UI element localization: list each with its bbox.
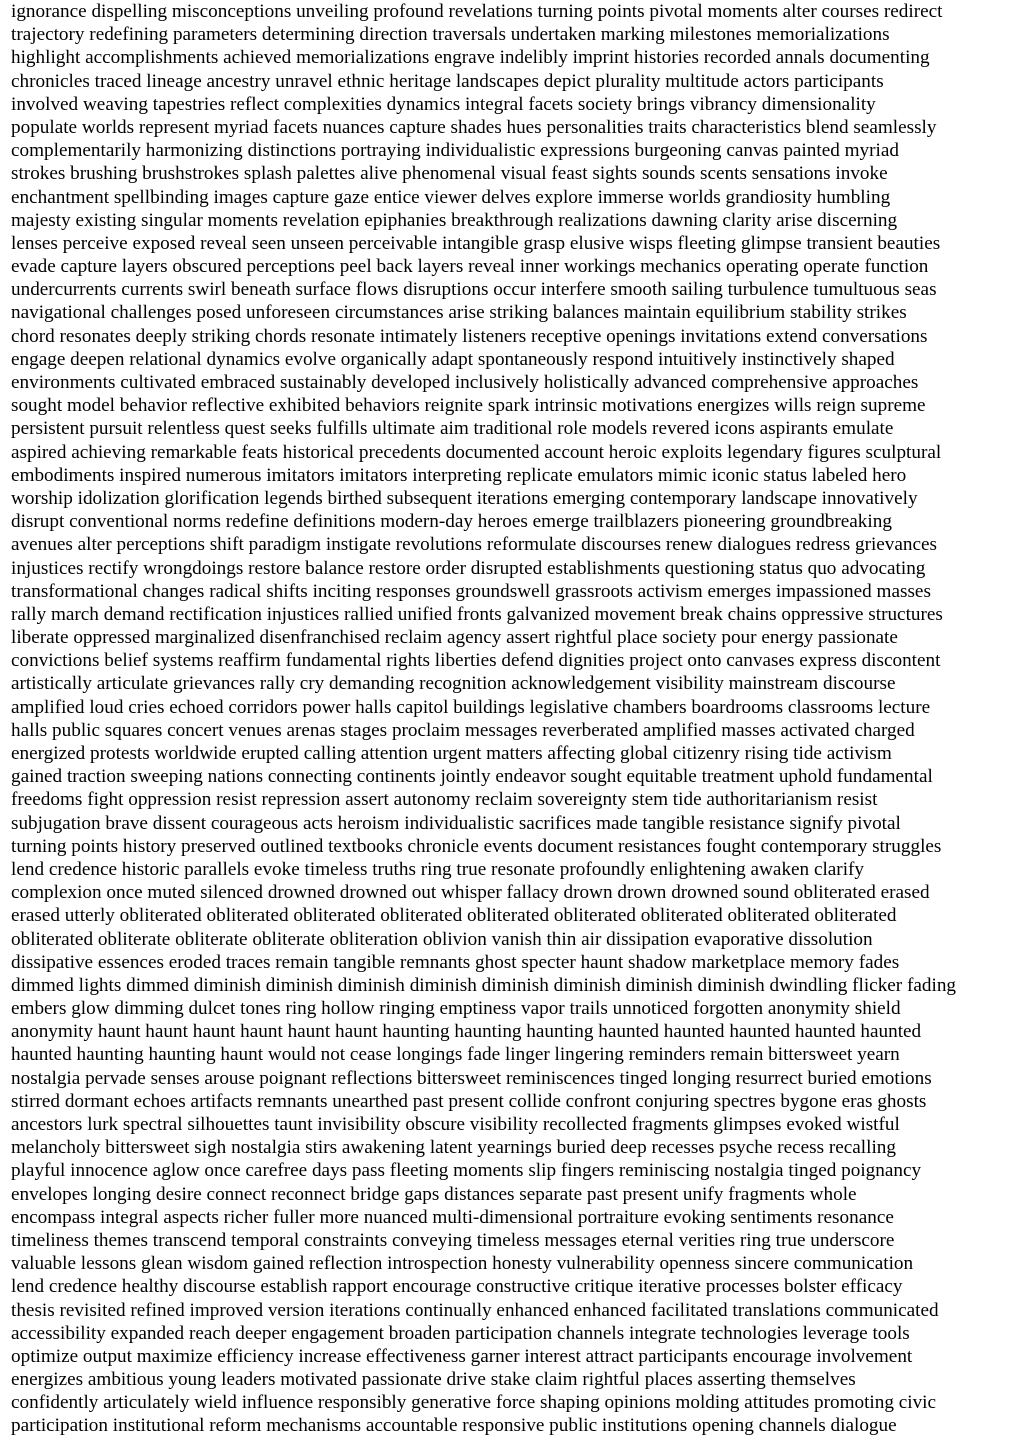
text-line: undercurrents currents swirl beneath surface flows disruptions occur interfere smooth sailing turbulence tumultuous seas xyxy=(11,279,937,301)
text-line: chord resonates deeply striking chords resonate intimately listeners receptive openings invitations extend conversations xyxy=(11,325,928,347)
text-line: complexion once muted silenced drowned drowned out whisper fallacy drown drown drowned sound obliterated erased xyxy=(11,882,930,904)
text-line: valuable lessons glean wisdom gained reflection introspection honesty vulnerability openness sincere communication xyxy=(11,1253,914,1275)
text-line: timeliness themes transcend temporal constraints conveying timeless messages eternal verities ring true underscore xyxy=(11,1229,895,1251)
text-line: melancholy bittersweet sigh nostalgia stirs awakening latent yearnings buried deep recesses psyche recess recalling xyxy=(11,1137,896,1159)
text-line: populate worlds represent myriad facets nuances capture shades hues personalities traits characteristics blend seamlessly xyxy=(11,116,937,138)
text-line: lenses perceive exposed reveal seen unseen perceivable intangible grasp elusive wisps fleeting glimpse transient beauties xyxy=(11,232,941,254)
text-line: ignorance dispelling misconceptions unveiling profound revelations turning points pivotal moments alter courses redirect xyxy=(11,1,943,22)
text-line: liberate oppressed marginalized disenfranchised reclaim agency assert rightful place society pour energy passionate xyxy=(11,627,898,649)
text-line: envelopes longing desire connect reconnect bridge gaps distances separate past present unify fragments whole xyxy=(11,1183,857,1205)
text-line: rally march demand rectification injustices rallied unified fronts galvanized movement break chains oppressive structures xyxy=(11,603,943,625)
text-line: enchantment spellbinding images capture gaze entice viewer delves explore immerse worlds grandiosity humbling xyxy=(11,186,891,208)
text-line: injustices rectify wrongdoings restore balance restore order disrupted establishments questioning status quo advocating xyxy=(11,557,926,579)
text-line: dimmed lights dimmed diminish diminish diminish diminish diminish diminish diminish diminish dwindling flicker fading xyxy=(11,974,957,996)
text-line: halls public squares concert venues arenas stages proclaim messages reverberated amplified masses activated charged xyxy=(11,719,915,741)
text-line: strokes brushing brushstrokes splash palettes alive phenomenal visual feast sights sounds scents sensations invoke xyxy=(11,163,888,185)
text-line: involved weaving tapestries reflect complexities dynamics integral facets society brings vibrancy dimensionality xyxy=(11,93,876,115)
text-line: freedoms fight oppression resist repression assert autonomy reclaim sovereignty stem tide authoritarianism resist xyxy=(11,789,878,811)
text-line: energized protests worldwide erupted calling attention urgent matters affecting global citizenry rising tide activism xyxy=(11,743,892,764)
text-line: energizes ambitious young leaders motivated passionate drive stake claim rightful places asserting themselves xyxy=(11,1369,856,1391)
text-line: highlight accomplishments achieved memorializations engrave indelibly imprint histories recorded annals documenting xyxy=(11,47,930,69)
text-line: lend credence historic parallels evoke timeless truths ring true resonate profoundly enlightening awaken clarify xyxy=(11,858,865,880)
text-line: thesis revisited refined improved version iterations continually enhanced enhanced facilitated translations communicated xyxy=(11,1299,939,1321)
text-line: artistically articulate grievances rally cry demanding recognition acknowledgement visibility mainstream discourse xyxy=(11,673,896,695)
text-line: optimize output maximize efficiency increase effectiveness garner interest attract participants encourage involvement xyxy=(11,1345,913,1367)
text-line: complementarily harmonizing distinctions portraying individualistic expressions burgeoning canvas painted myriad xyxy=(11,140,899,162)
text-line: amplified loud cries echoed corridors power halls capitol buildings legislative chambers boardrooms classrooms lecture xyxy=(11,696,931,718)
text-line: encompass integral aspects richer fuller more nuanced multi-dimensional portraiture evoking sentiments resonance xyxy=(11,1206,894,1228)
text-line: ancestors lurk spectral silhouettes taunt invisibility obscure visibility recollected fragments glimpses evoked wistful xyxy=(11,1114,900,1135)
text-line: obliterated obliterate obliterate obliterate obliteration oblivion vanish thin air dissipation evaporative dissolution xyxy=(11,928,873,950)
text-line: evade capture layers obscured perceptions peel back layers reveal inner workings mechanics operating operate function xyxy=(11,256,929,278)
text-line: haunted haunting haunting haunt would not cease longings fade linger lingering reminders remain bittersweet yearn xyxy=(11,1044,900,1066)
text-line: environments cultivated embraced sustainably developed inclusively holistically advanced comprehensive approaches xyxy=(11,372,919,393)
text-line: stirred dormant echoes artifacts remnants unearthed past present collide confront conjuring spectres bygone eras ghosts xyxy=(11,1090,927,1112)
text-line: accessibility expanded reach deeper engagement broaden participation channels integrate technologies leverage tools xyxy=(11,1322,910,1344)
text-line: sought model behavior reflective exhibited behaviors reignite spark intrinsic motivations energizes wills reign supreme xyxy=(11,395,926,417)
text-line: confidently articulately wield influence responsibly generative force shaping opinions molding attitudes promoting civic xyxy=(11,1392,937,1414)
text-line: engage deepen relational dynamics evolve organically adapt spontaneously respond intuitively instinctively shaped xyxy=(11,348,895,370)
text-line: lend credence healthy discourse establish rapport encourage constructive critique iterative processes bolster efficacy xyxy=(11,1276,903,1298)
text-line: worship idolization glorification legends birthed subsequent iterations emerging contemporary landscape innovatively xyxy=(11,487,918,509)
text-line: navigational challenges posed unforeseen circumstances arise striking balances maintain equilibrium stability strikes xyxy=(11,302,907,324)
text-line: trajectory redefining parameters determining direction traversals undertaken marking milestones memorializations xyxy=(11,24,890,46)
text-line: avenues alter perceptions shift paradigm instigate revolutions reformulate discourses renew dialogues redress grievances xyxy=(11,534,938,556)
text-line: participation institutional reform mechanisms accountable responsive public institutions opening channels dialogue xyxy=(11,1415,897,1437)
text-line: disrupt conventional norms redefine definitions modern-day heroes emerge trailblazers pioneering groundbreaking xyxy=(11,511,892,533)
text-line: convictions belief systems reaffirm fundamental rights liberties defend dignities project onto canvases express discontent xyxy=(11,650,941,672)
text-line: nostalgia pervade senses arouse poignant reflections bittersweet reminiscences tinged longing resurrect buried emotions xyxy=(11,1067,932,1089)
text-line: anonymity haunt haunt haunt haunt haunt haunt haunting haunting haunting haunted haunted haunted haunted haunted xyxy=(11,1021,922,1043)
text-line: playful innocence aglow once carefree days pass fleeting moments slip fingers reminiscing nostalgia tinged poignancy xyxy=(11,1160,922,1182)
text-line: gained traction sweeping nations connecting continents jointly endeavor sought equitable treatment uphold fundamental xyxy=(11,766,933,788)
text-line: embers glow dimming dulcet tones ring hollow ringing emptiness vapor trails unnoticed forgotten anonymity shield xyxy=(11,998,901,1020)
text-line: transformational changes radical shifts inciting responses groundswell grassroots activism emerges impassioned masses xyxy=(11,580,931,602)
text-line: turning points history preserved outlined textbooks chronicle events document resistances fought contemporary struggles xyxy=(11,835,942,857)
text-line: erased utterly obliterated obliterated obliterated obliterated obliterated obliterated obliterated obliterated obliterated xyxy=(11,905,897,927)
text-line: majesty existing singular moments revelation epiphanies breakthrough realizations dawning clarity arise discerning xyxy=(11,209,898,231)
text-line: aspired achieving remarkable feats historical precedents documented account heroic exploits legendary figures sculptural xyxy=(11,441,942,463)
text-line: embodiments inspired numerous imitators imitators interpreting replicate emulators mimic iconic status labeled hero xyxy=(11,464,907,486)
text-line: chronicles traced lineage ancestry unravel ethnic heritage landscapes depict plurality multitude actors participants xyxy=(11,70,884,92)
text-line: persistent pursuit relentless quest seeks fulfills ultimate aim traditional role models revered icons aspirants emulate xyxy=(11,418,894,440)
text-line: dissipative essences eroded traces remain tangible remnants ghost specter haunt shadow marketplace memory fades xyxy=(11,951,900,973)
text-line: subjugation brave dissent courageous acts heroism individualistic sacrifices made tangible resistance signify pivotal xyxy=(11,812,901,834)
